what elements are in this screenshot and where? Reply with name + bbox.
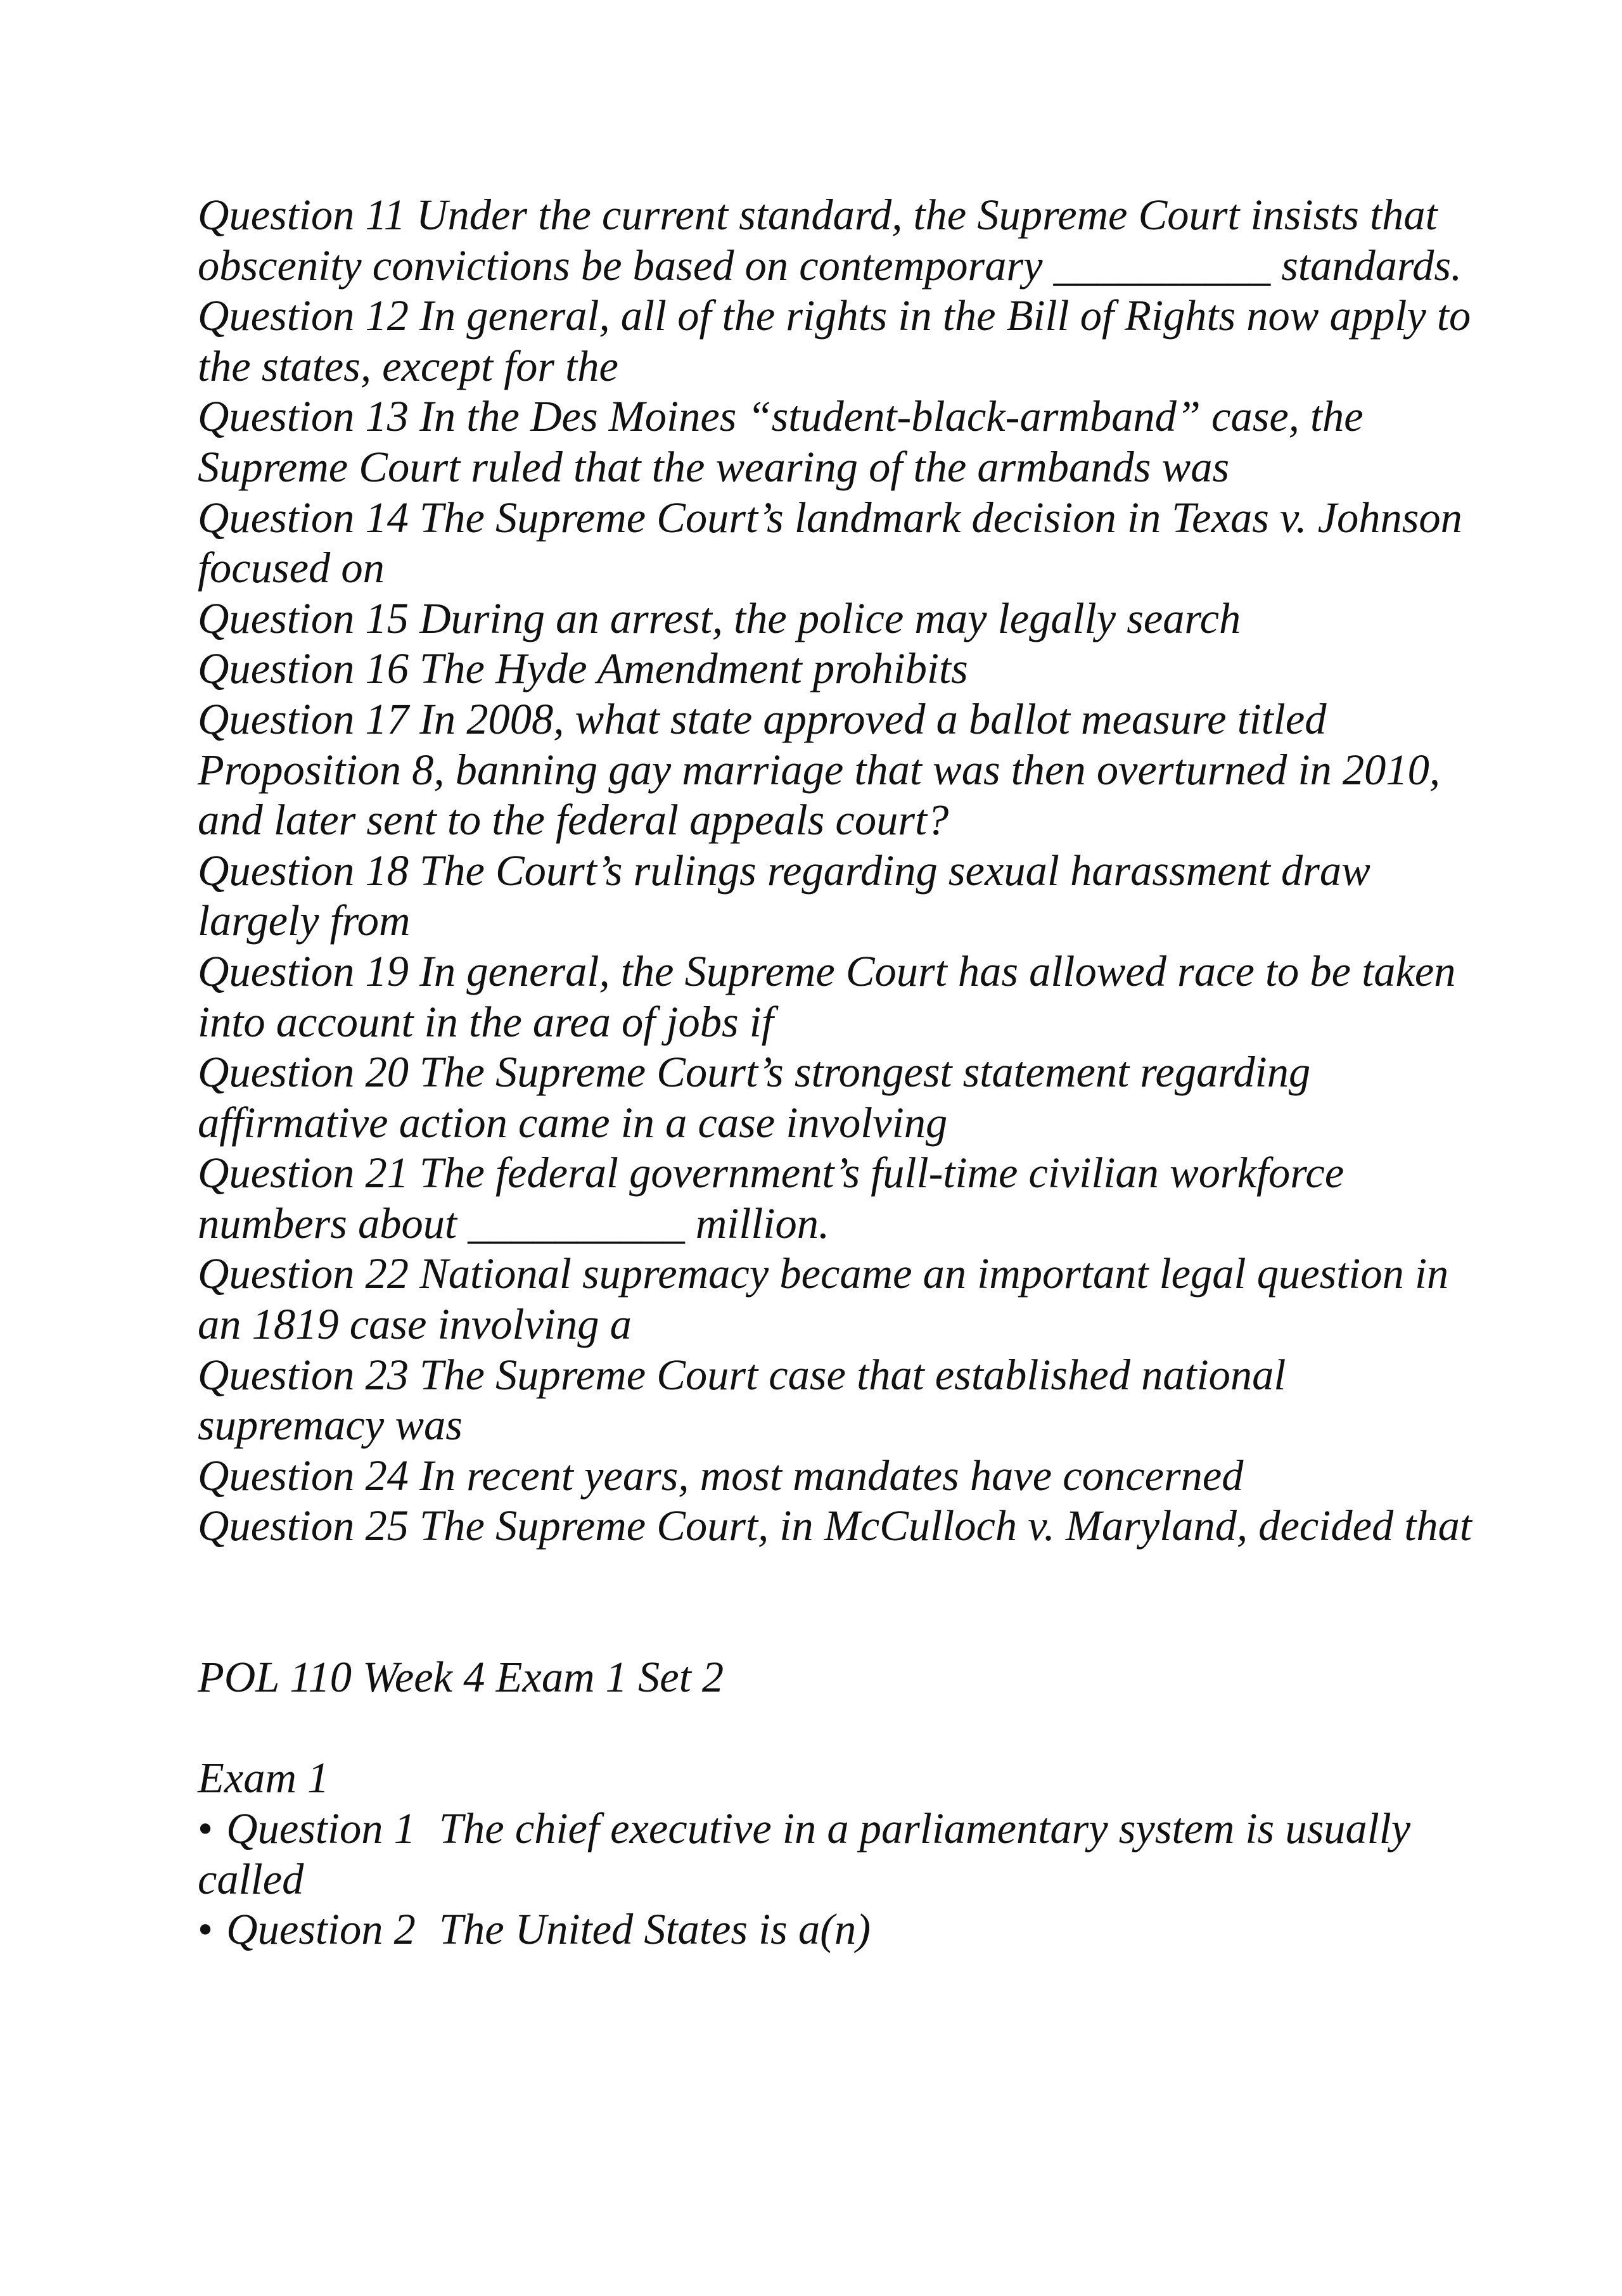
bullet-icon: • xyxy=(198,1905,213,1954)
question-23: Question 23 The Supreme Court case that established national supremacy was xyxy=(198,1350,1286,1450)
question-17: Question 17 In 2008, what state approved a ballot measure titled Proposition 8, banning gay marriage that was then overturned in 2010, and later sent to the federal appeals court? xyxy=(198,694,1441,845)
question-16: Question 16 The Hyde Amendment prohibits xyxy=(198,644,968,693)
exam-question-1 xyxy=(198,1804,1478,1904)
question-24: Question 24 In recent years, most mandates have concerned xyxy=(198,1451,1244,1500)
question-11: Question 11 Under the current standard, the Supreme Court insists that obscenity convictions be based on contemporary __________ standards. xyxy=(198,191,1462,290)
document-body xyxy=(198,190,1478,1955)
spacer xyxy=(198,1703,1478,1754)
question-13: Question 13 In the Des Moines “student-black-armband” case, the Supreme Court ruled that the wearing of the armbands was xyxy=(198,392,1363,491)
question-12: Question 12 In general, all of the rights in the Bill of Rights now apply to the states, except for the xyxy=(198,291,1471,390)
question-22: Question 22 National supremacy became an important legal question in an 1819 case involving a xyxy=(198,1249,1449,1349)
question-21: Question 21 The federal government’s full-time civilian workforce numbers about __________ million. xyxy=(198,1149,1344,1247)
exam-question-number: Question 2 xyxy=(226,1905,416,1954)
exam-question-text: The United States is a(n) xyxy=(438,1905,871,1954)
question-20: Question 20 The Supreme Court’s strongest statement regarding affirmative action came in a case involving xyxy=(198,1048,1311,1147)
question-19: Question 19 In general, the Supreme Court has allowed race to be taken into account in the area of jobs if xyxy=(198,947,1456,1046)
spacer xyxy=(198,1552,1478,1652)
section-title: POL 110 Week 4 Exam 1 Set 2 xyxy=(198,1653,724,1702)
question-25: Question 25 The Supreme Court, in McCulloch v. Maryland, decided that xyxy=(198,1502,1472,1550)
exam-heading: Exam 1 xyxy=(198,1754,329,1802)
question-18: Question 18 The Court’s rulings regarding sexual harassment draw largely from xyxy=(198,846,1370,945)
exam-question-number: Question 1 xyxy=(226,1804,416,1853)
exam-question-text: The chief executive in a parliamentary system is usually called xyxy=(198,1804,1411,1903)
question-15: Question 15 During an arrest, the police may legally search xyxy=(198,594,1241,642)
question-14: Question 14 The Supreme Court’s landmark decision in Texas v. Johnson focused on xyxy=(198,493,1462,592)
bullet-icon: • xyxy=(198,1804,213,1853)
exam-question-2 xyxy=(198,1904,1478,1955)
